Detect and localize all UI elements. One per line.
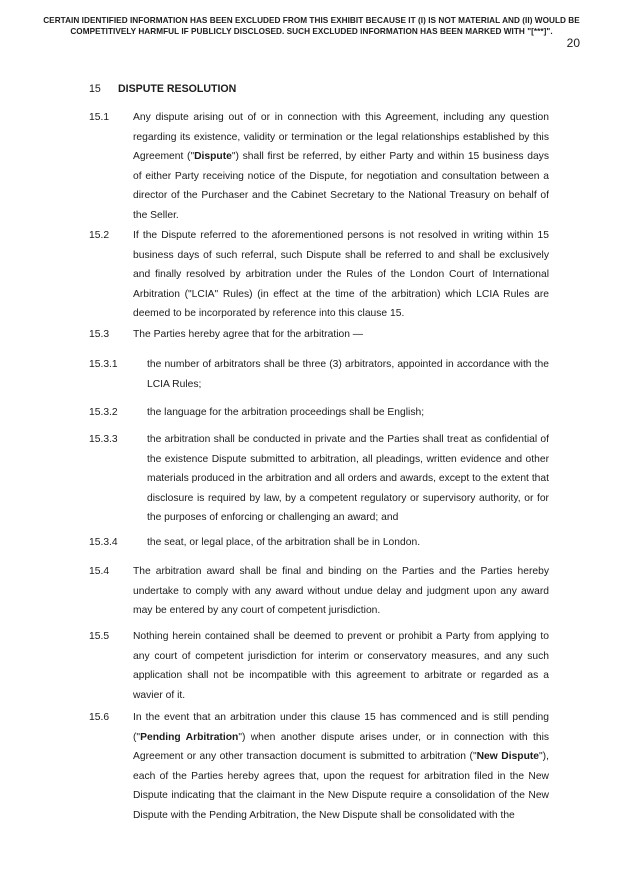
defined-term: Dispute <box>194 151 232 163</box>
clause-text: The Parties hereby agree that for the arbitration — <box>133 329 364 340</box>
clause-number: 15.2 <box>89 230 110 241</box>
section-title: DISPUTE RESOLUTION <box>118 83 237 95</box>
clause-number: 15.6 <box>89 712 110 723</box>
clause-text: the number of arbitrators shall be three (3) arbitrators, appointed in accordance with the LCIA Rules; <box>147 359 549 390</box>
section-heading <box>89 82 236 96</box>
clause-number: 15.3.3 <box>89 434 118 445</box>
clause-text: the arbitration shall be conducted in private and the Parties shall treat as confidential of the existence Dispute submitted to arbitration, all pleadings, written evidence and other materials produced in the arbitration and all orders and awards, except to the extent that disclosure is required by law, by a competent regulatory or supervisory authority, or for the purposes of enforcing or challenging an award; and <box>147 434 549 524</box>
clause-text: The arbitration award shall be final and binding on the Parties and the Parties hereby undertake to comply with any award without undue delay and judgment upon any award may be entered by any court of competent jurisdiction. <box>133 566 549 617</box>
clause-text: the seat, or legal place, of the arbitration shall be in London. <box>147 537 421 548</box>
clause-number: 15.3.1 <box>89 359 118 370</box>
page-number: 20 <box>566 36 580 50</box>
clause-number: 15.5 <box>89 631 110 642</box>
clause-number: 15.3 <box>89 329 110 340</box>
clause-text: In the event that an arbitration under this clause 15 has commenced and is still pending ("Pending Arbitration") when another dispute arises under, or in connection with this Agreement or any other transaction document is submitted to arbitration ("New Dispute"), each of the Parties hereby agrees that, upon the request for arbitration filed in the New Dispute indicating that the claimant in the New Dispute require a consolidation of the New Dispute with the Pending Arbitration, the New Dispute shall be consolidated with the <box>133 712 550 821</box>
section-number: 15 <box>89 83 101 95</box>
clause-text: Nothing herein contained shall be deemed to prevent or prohibit a Party from applying to any court of competent jurisdiction for interim or conservatory measures, and any such application shall not be incompatible with this agreement to arbitrate or regarded as a wavier of it. <box>133 631 549 701</box>
clause-text: If the Dispute referred to the aforementioned persons is not resolved in writing within 15 business days of such referral, such Dispute shall be referred to and shall be exclusively and finally resolved by arbitration under the Rules of the London Court of International Arbitration ("LCIA" Rules) (in effect at the time of the arbitration) which LCIA Rules are deemed to be incorporated by reference into this clause 15. <box>133 230 549 320</box>
clause-number: 15.1 <box>89 112 110 123</box>
clause-number: 15.3.2 <box>89 407 118 418</box>
clause-number: 15.3.4 <box>89 537 118 548</box>
defined-term: Pending Arbitration <box>140 731 239 743</box>
clause-number: 15.4 <box>89 566 110 577</box>
clause-text: Any dispute arising out of or in connection with this Agreement, including any question regarding its existence, validity or termination or the legal relationships established by this Agreement ("Dispute") shall first be referred, by either Party and within 15 business days of either Party receiving notice of the Dispute, for negotiation and consultation between a director of the Purchaser and the Cabinet Secretary to the National Treasury on behalf of the Seller. <box>133 112 549 221</box>
defined-term: New Dispute <box>476 751 540 763</box>
clause-text: the language for the arbitration proceedings shall be English; <box>147 407 425 418</box>
confidentiality-notice: CERTAIN IDENTIFIED INFORMATION HAS BEEN EXCLUDED FROM THIS EXHIBIT BECAUSE IT (I) IS NOT MATERIAL AND (II) WOULD BE COMPETITIVELY HARMFUL IF PUBLICLY DISCLOSED. SUCH EXCLUDED INFORMATION HAS BEEN MARKED WITH "[***]". <box>43 16 580 36</box>
